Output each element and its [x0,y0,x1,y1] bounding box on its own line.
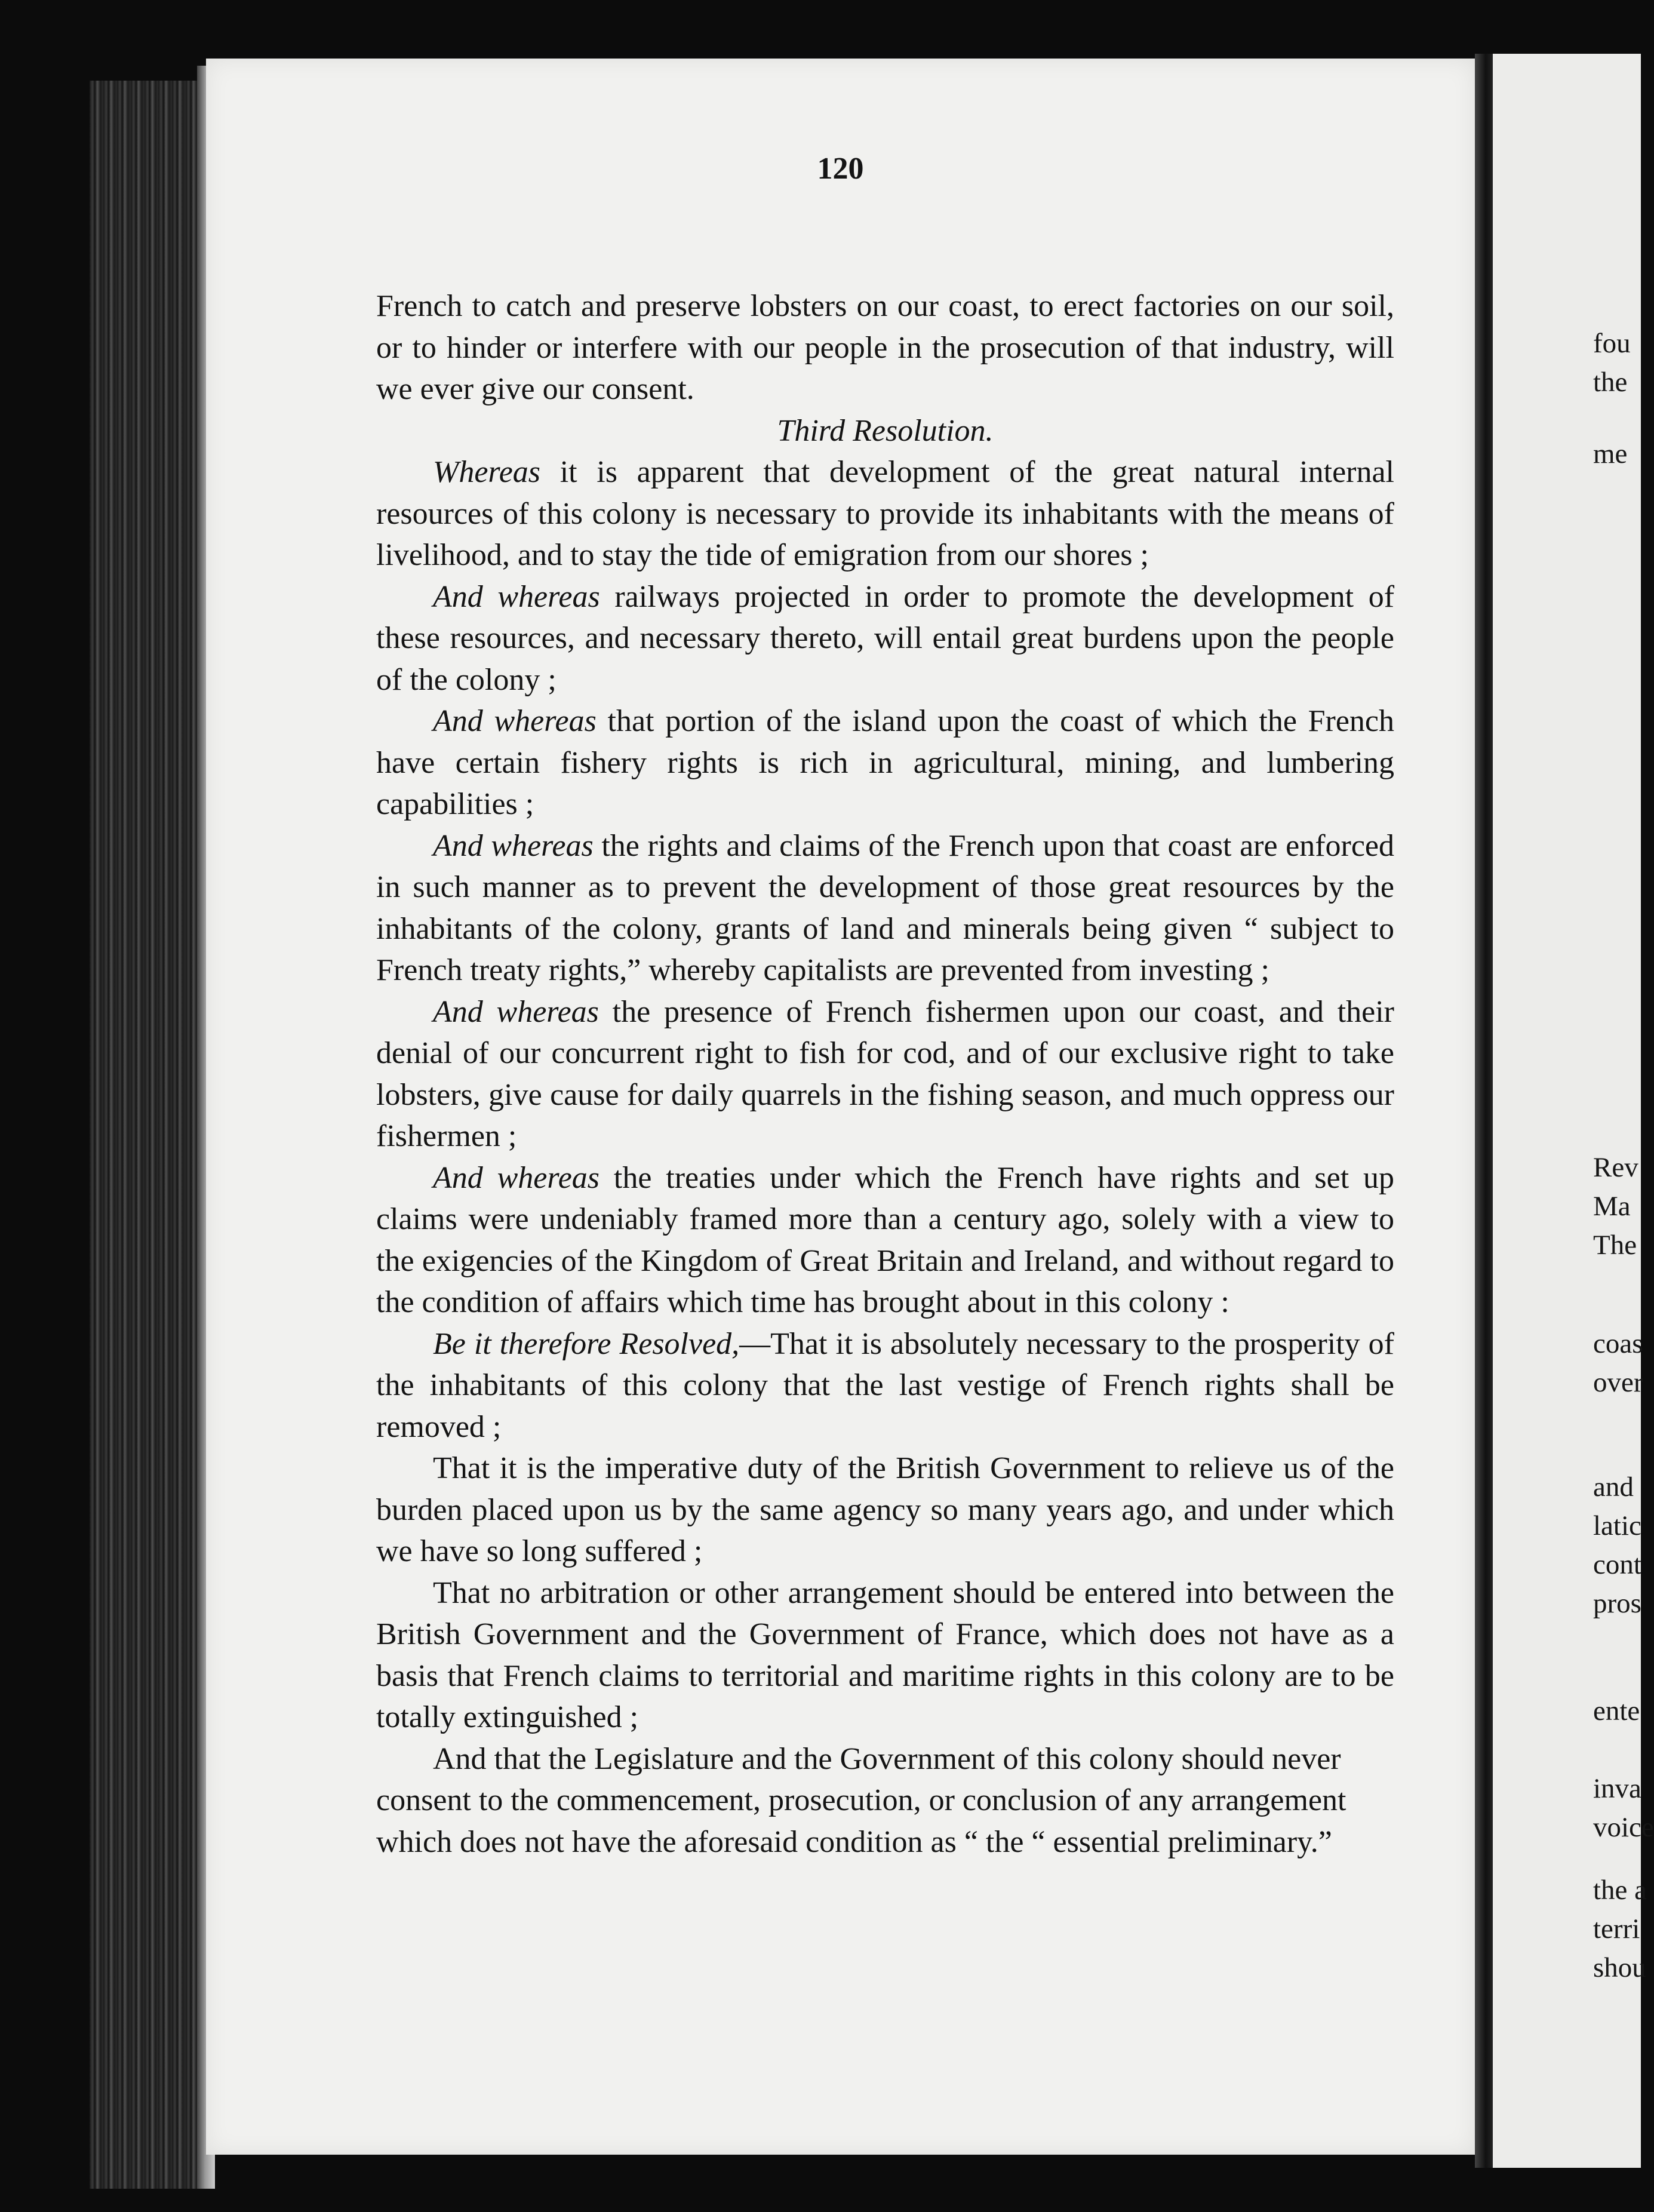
clause-lead: Whereas [433,455,541,489]
resolution-point-2: That no arbitration or other arrangement should be entered into between the British Government and the Government of France, which does not have as a basis that French claims to territorial and maritime rights in this colony are to be totally extinguished ; [376,1575,1394,1734]
adjacent-page-text-fragment: ente [1593,1695,1640,1726]
whereas-clause-5 [376,991,1394,1157]
clause-lead: And whereas [433,1160,600,1195]
clause-text: the rights and claims of the French upon that coast are enforced in such manner as to prevent the development of those great resources by the inhabitants of the colony, grants of land and minerals being given “ subject to French treaty rights,” whereby capitalists are prevented from investing ; [376,828,1395,987]
resolution-text: —That it is absolutely necessary to the prosperity of the inhabitants of this colony that the last vestige of French rights shall be removed ; [376,1326,1394,1444]
page-number: 120 [817,152,864,186]
adjacent-page-text-fragment: over [1593,1367,1643,1398]
adjacent-page-text-fragment: Rev [1593,1152,1638,1183]
adjacent-page-text-fragment: Ma [1593,1191,1631,1222]
clause-text: the treaties under which the French have rights and set up claims were undeniably framed more than a century ago, solely with a view to the exigencies of the Kingdom of Great Britain and Ireland, and without regard to the condition of affairs which time has brought about in this colony : [376,1160,1395,1319]
adjacent-page-text-fragment: The [1593,1230,1637,1261]
adjacent-page-text-fragment: coas [1593,1328,1643,1359]
clause-text: the presence of French fishermen upon our coast, and their denial of our concurrent right to fish for cod, and of our exclusive right to take lobsters, give cause for daily quarrels in the fishing season, and much oppress our fishermen ; [376,994,1395,1153]
paragraph-carryover: French to catch and preserve lobsters on our coast, to erect factories on our soil, or to hinder or interfere with our people in the prosecution of that industry, will we ever give our consent. [376,289,1394,406]
resolution-clause [376,1323,1394,1448]
adjacent-page-text-fragment: inva [1593,1773,1641,1804]
adjacent-page-text-fragment: the a [1593,1875,1647,1906]
resolution-point-1: That it is the imperative duty of the British Government to relieve us of the burden placed upon us by the same agency so many years ago, and under which we have so long suffered ; [376,1451,1394,1568]
adjacent-page-text-fragment: and [1593,1471,1634,1503]
whereas-clause-6 [376,1157,1394,1323]
adjacent-page-text-fragment: terri [1593,1913,1640,1944]
clause-lead: And whereas [433,828,594,863]
clause-text: that portion of the island upon the coast of which the French have certain fishery rights is rich in agricultural, mining, and lumbering capabilities ; [376,704,1394,821]
book-binding [90,81,212,2189]
clause-lead: And whereas [433,704,597,738]
section-heading: Third Resolution. [777,413,994,448]
left-page [206,59,1475,2155]
clause-text: it is apparent that development of the great natural internal resources of this colony is necessary to provide its inhabitants with the means of livelihood, and to stay the tide of emigration from our shores ; [376,455,1394,572]
adjacent-page-text-fragment: me [1593,438,1628,469]
whereas-clause-1 [376,451,1394,576]
adjacent-page-text-fragment: voice [1593,1812,1654,1843]
clause-text: railways projected in order to promote the development of these resources, and necessary thereto, will entail great burdens upon the people of the colony ; [376,579,1395,697]
adjacent-page-text-fragment: pros [1593,1588,1641,1619]
page-body [376,285,1394,1863]
adjacent-page-text-fragment: fou [1593,328,1631,359]
whereas-clause-3 [376,701,1394,825]
adjacent-page-fragment [1493,54,1654,2168]
resolution-lead: Be it therefore Resolved, [433,1326,740,1361]
adjacent-page-text-fragment: latic [1593,1510,1641,1541]
resolution-point-3: And that the Legislature and the Government of this colony should never consent to the commencement, prosecution, or conclusion of any arrangement which does not have the aforesaid condition as “ the “ essential preliminary.” [376,1741,1346,1859]
whereas-clause-4 [376,825,1394,991]
adjacent-page-text-fragment: the [1593,367,1628,398]
whereas-clause-2 [376,576,1394,701]
clause-lead: And whereas [433,579,600,614]
adjacent-page-text-fragment: shou [1593,1952,1646,1983]
adjacent-page-text-fragment: cont [1593,1549,1641,1580]
clause-lead: And whereas [433,994,599,1029]
page-gutter [1475,54,1493,2168]
